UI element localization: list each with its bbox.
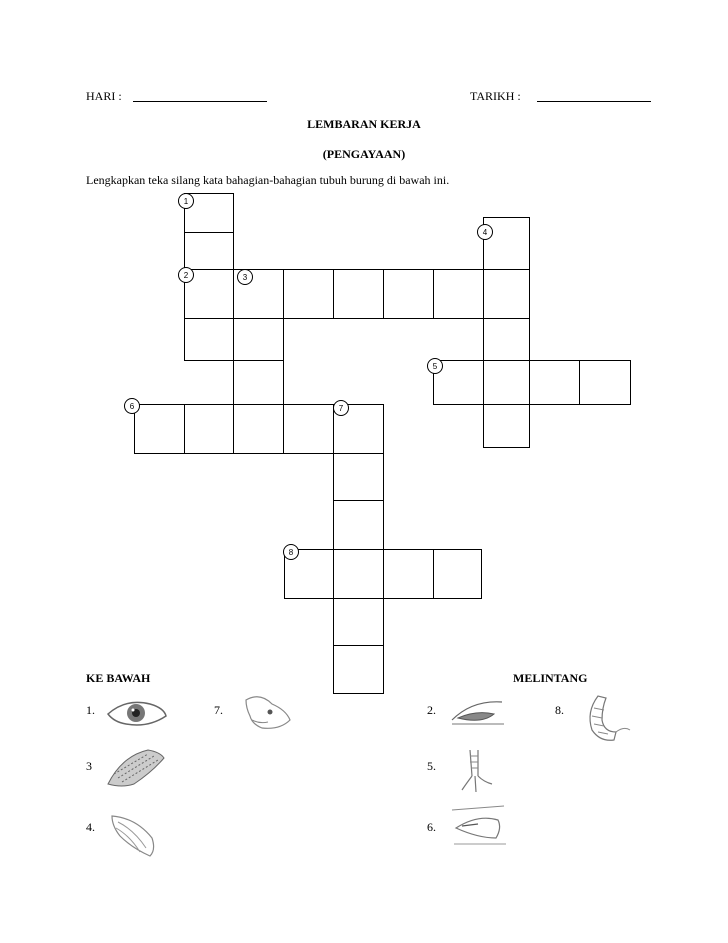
bird-eye-closeup-icon (448, 692, 508, 732)
date-label: TARIKH : (470, 89, 521, 103)
bird-beak-icon (448, 804, 508, 852)
down-heading: KE BAWAH (86, 671, 151, 685)
clue-number-4: 4 (477, 224, 493, 240)
bird-feather-wing-icon (106, 808, 162, 860)
crossword-cell[interactable] (333, 645, 384, 694)
clue-number-2: 2 (178, 267, 194, 283)
crossword-cell[interactable] (184, 232, 234, 270)
crossword-cell[interactable] (483, 269, 530, 319)
crossword-cell[interactable] (333, 549, 384, 599)
crossword-cell[interactable] (383, 549, 434, 599)
day-label: HARI : (86, 89, 122, 103)
bird-leg-icon (452, 746, 500, 796)
crossword-cell[interactable] (483, 318, 530, 361)
crossword-cell[interactable] (433, 269, 484, 319)
crossword-cell[interactable] (283, 269, 334, 319)
crossword-cell[interactable] (233, 360, 284, 405)
crossword-cell[interactable] (383, 269, 434, 319)
crossword-cell[interactable] (283, 404, 334, 454)
crossword-cell[interactable] (184, 318, 234, 361)
clue-number-6: 6 (124, 398, 140, 414)
bird-head-icon (240, 690, 296, 736)
crossword-cell[interactable] (184, 404, 234, 454)
crossword-cell[interactable] (233, 404, 284, 454)
down-clue-1-number: 1. (86, 703, 95, 717)
clue-number-1: 1 (178, 193, 194, 209)
crossword-cell[interactable] (333, 269, 384, 319)
crossword-cell[interactable] (134, 404, 185, 454)
clue-number-8: 8 (283, 544, 299, 560)
down-clue-7-number: 7. (214, 703, 223, 717)
down-clue-4-number: 4. (86, 820, 95, 834)
across-heading: MELINTANG (513, 671, 588, 685)
crossword-cell[interactable] (433, 549, 482, 599)
clue-number-5: 5 (427, 358, 443, 374)
page-subtitle: (PENGAYAAN) (322, 147, 406, 161)
down-clue-3-number: 3 (86, 759, 92, 773)
crossword-cell[interactable] (333, 598, 384, 646)
across-clue-6-number: 6. (427, 820, 436, 834)
crossword-cell[interactable] (483, 404, 530, 448)
instruction-text: Lengkapkan teka silang kata bahagian-bahagian tubuh burung di bawah ini. (86, 173, 450, 187)
clue-number-7: 7 (333, 400, 349, 416)
bird-tail-icon (580, 690, 636, 748)
crossword-cell[interactable] (333, 500, 384, 550)
bird-eye-icon (104, 694, 170, 732)
across-clue-8-number: 8. (555, 703, 564, 717)
page-title: LEMBARAN KERJA (307, 117, 421, 131)
bird-wing-icon (104, 746, 168, 790)
crossword-cell[interactable] (529, 360, 580, 405)
crossword-cell[interactable] (579, 360, 631, 405)
crossword-cell[interactable] (233, 318, 284, 361)
across-clue-5-number: 5. (427, 759, 436, 773)
crossword-cell[interactable] (333, 453, 384, 501)
clue-number-3: 3 (237, 269, 253, 285)
across-clue-2-number: 2. (427, 703, 436, 717)
crossword-cell[interactable] (483, 360, 530, 405)
